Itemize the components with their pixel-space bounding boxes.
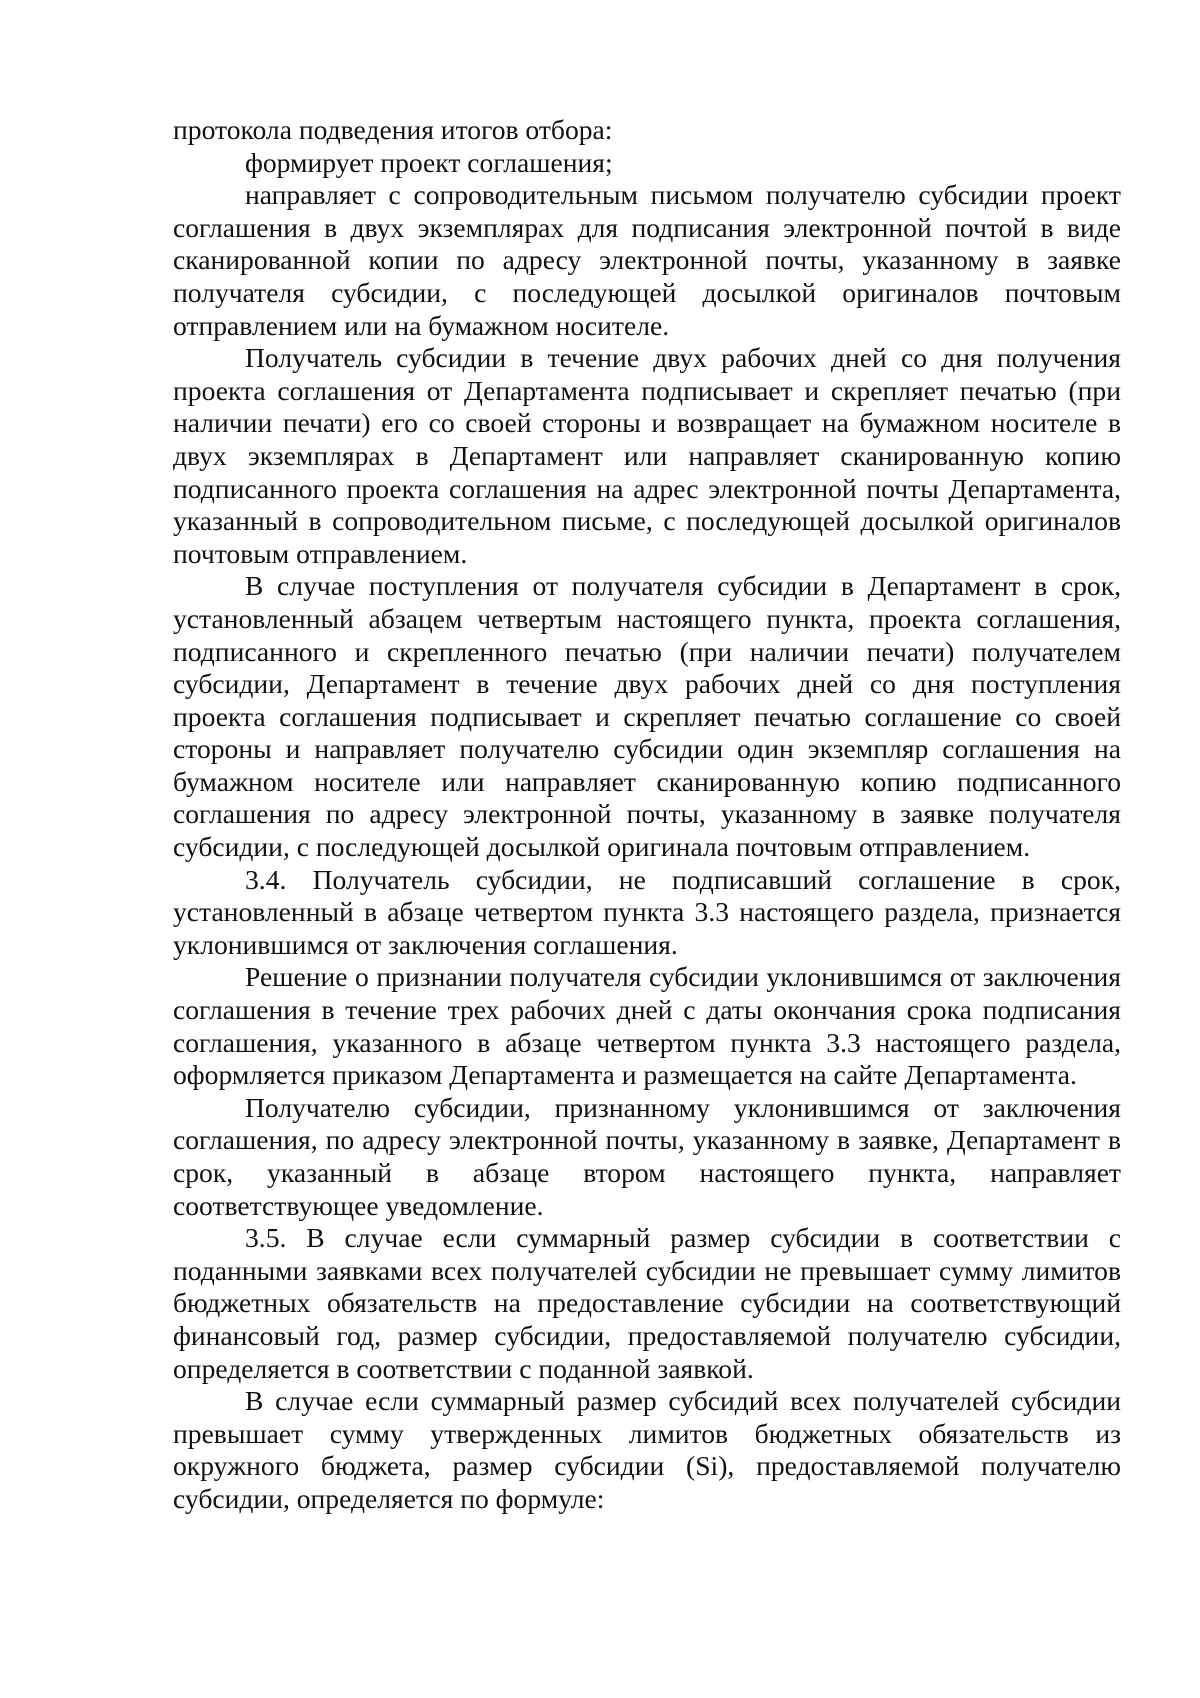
paragraph-4: Получатель субсидии в течение двух рабочих дней со дня получения проекта соглашения от Департамента подписывает и скрепляет печатью (при наличии печати) его со своей стороны и возвращает на бумажном носителе в двух экземплярах в Департамент или направляет сканированную копию подписанного проекта соглашения на адрес электронной почты Департамента, указанный в сопроводительном письме, с последующей досылкой оригиналов почтовым отправлением. xyxy=(173,342,1121,569)
paragraph-10: В случае если суммарный размер субсидий всех получателей субсидии превышает сумму утвержденных лимитов бюджетных обязательств из окружного бюджета, размер субсидии (Si), предоставляемой получателю субсидии, определяется по формуле: xyxy=(173,1385,1121,1514)
paragraph-6: 3.4. Получатель субсидии, не подписавший соглашение в срок, установленный в абзаце четвертом пункта 3.3 настоящего раздела, признается уклонившимся от заключения соглашения. xyxy=(173,863,1121,960)
paragraph-7: Решение о признании получателя субсидии уклонившимся от заключения соглашения в течение трех рабочих дней с даты окончания срока подписания соглашения, указанного в абзаце четвертом пункта 3.3 настоящего раздела, оформляется приказом Департамента и размещается на сайте Департамента. xyxy=(173,961,1121,1091)
paragraph-1: протокола подведения итогов отбора: xyxy=(173,114,613,145)
paragraph-2: формирует проект соглашения; xyxy=(245,146,613,178)
paragraph-3: направляет с сопроводительным письмом получателю субсидии проект соглашения в двух экземплярах для подписания электронной почтой в виде сканированной копии по адресу электронной почты, указанному в заявке получателя субсидии, с последующей досылкой оригиналов почтовым отправлением или на бумажном носителе. xyxy=(173,179,1121,341)
paragraph-5: В случае поступления от получателя субсидии в Департамент в срок, установленный абзацем четвертым настоящего пункта, проекта соглашения, подписанного и скрепленного печатью (при наличии печати) получателем субсидии, Департамент в течение двух рабочих дней со дня поступления проекта соглашения подписывает и скрепляет печатью соглашение со своей стороны и направляет получателю субсидии один экземпляр соглашения на бумажном носителе или направляет сканированную копию подписанного соглашения по адресу электронной почты, указанному в заявке получателя субсидии, с последующей досылкой оригинала почтовым отправлением. xyxy=(173,570,1121,863)
paragraph-8: Получателю субсидии, признанному уклонившимся от заключения соглашения, по адресу электронной почты, указанному в заявке, Департамент в срок, указанный в абзаце втором настоящего пункта, направляет соответствующее уведомление. xyxy=(173,1091,1121,1221)
document-body xyxy=(173,114,1121,1516)
paragraph-9: 3.5. В случае если суммарный размер субсидии в соответствии с поданными заявками всех получателей субсидии не превышает сумму лимитов бюджетных обязательств на предоставление субсидии на соответствующий финансовый год, размер субсидии, предоставляемой получателю субсидии, определяется в соответствии с поданной заявкой. xyxy=(173,1222,1121,1384)
